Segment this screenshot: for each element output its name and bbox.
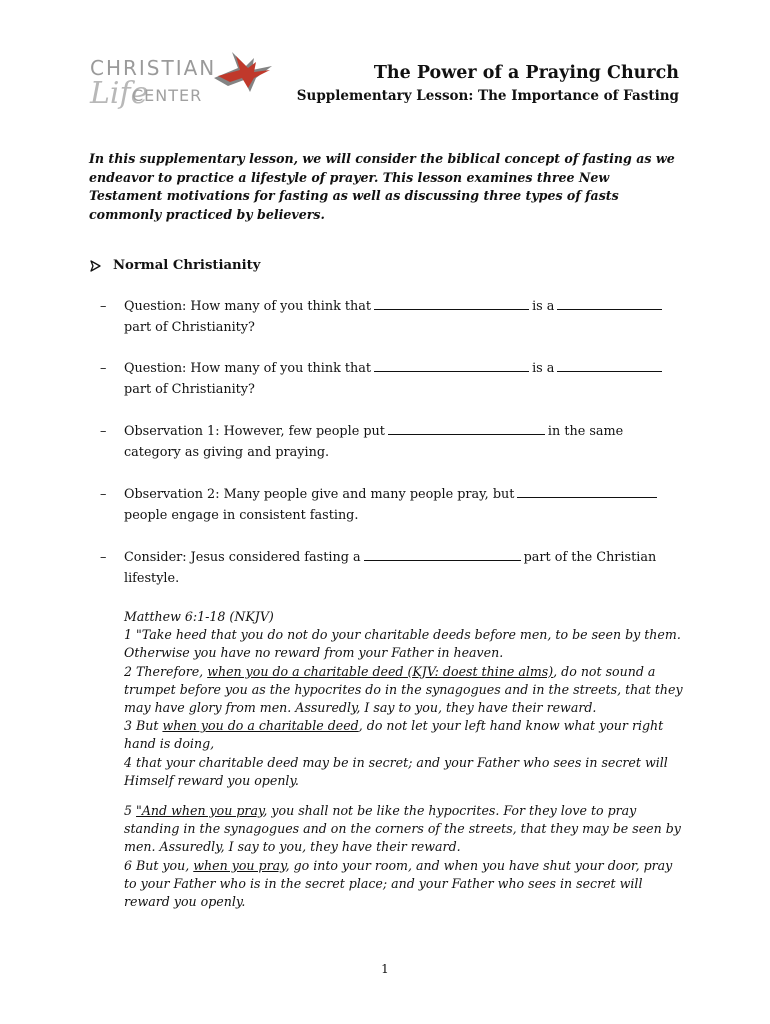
fill-in-blank[interactable]: [557, 296, 662, 310]
verse-text: , go into your room, and when you have shut your door, pray to your Father who is in the secret place; and your Father who sees in secret will reward you openly.: [124, 857, 673, 910]
item-text-after: category as giving and praying.: [124, 445, 330, 460]
page-subtitle: Supplementary Lesson: The Importance of Fasting: [296, 88, 679, 104]
item-text-after: lifestyle.: [124, 571, 180, 586]
logo-word-life: Life: [90, 76, 149, 111]
dash-bullet: –: [100, 550, 107, 565]
scripture-reference: Matthew 6:1-18 (NKJV): [124, 609, 274, 624]
page-number: 1: [381, 962, 389, 976]
item-text-same-line: in the same: [547, 424, 624, 439]
dash-bullet: –: [100, 361, 107, 376]
verse-text: 3 But: [124, 718, 163, 734]
scripture-verse-5: [124, 802, 684, 857]
verse-text: 2 Therefore,: [124, 663, 208, 679]
fill-in-blank[interactable]: [374, 296, 529, 310]
list-item-observation-2: [100, 484, 680, 526]
item-text-after: part of Christianity?: [124, 382, 255, 397]
fill-in-blank[interactable]: [517, 484, 657, 498]
item-text-after: people engage in consistent fasting.: [124, 508, 359, 523]
dash-bullet: –: [100, 424, 107, 439]
item-text-mid: is a: [532, 361, 555, 376]
verse-text: 6 But you,: [124, 857, 194, 873]
item-text-mid: is a: [532, 299, 555, 314]
verse-underlined-text: when you do a charitable deed: [162, 718, 359, 734]
item-text-before: Question: How many of you think that: [124, 361, 372, 376]
item-text-before: Observation 2: Many people give and many people pray, but: [124, 487, 515, 502]
item-text-same-line: part of the Christian: [523, 550, 657, 565]
section-heading-text: Normal Christianity: [113, 258, 261, 273]
fill-in-blank[interactable]: [557, 358, 662, 372]
scripture-block-2: [124, 802, 684, 911]
arrow-right-icon: [89, 260, 101, 272]
scripture-block-1: [124, 608, 684, 790]
logo-word-center: CENTER: [132, 86, 203, 105]
christian-life-center-logo: [88, 48, 278, 120]
scripture-verse-1: 1 "Take heed that you do not do your charitable deeds before men, to be seen by them. Otherwise you have no reward from your Father in heaven.: [124, 627, 681, 661]
scripture-verse-4: 4 that your charitable deed may be in secret; and your Father who sees in secret will Himself reward you openly.: [124, 754, 668, 788]
logo-word-christian: CHRISTIAN: [90, 56, 217, 80]
verse-underlined-text: when you do a charitable deed (KJV: doest thine alms): [207, 663, 554, 679]
verse-underlined-text: when you pray: [193, 857, 286, 873]
item-text-before: Observation 1: However, few people put: [124, 424, 385, 439]
scripture-verse-2: [124, 663, 684, 718]
list-item-question-2: [100, 358, 680, 400]
dove-icon: [210, 48, 276, 100]
fill-in-blank[interactable]: [388, 421, 545, 435]
intro-paragraph: In this supplementary lesson, we will consider the biblical concept of fasting as we endeavor to practice a lifestyle of prayer. This lesson examines three New Testament motivations for fasting as well as discussing three types of fasts commonly practiced by believers.: [89, 151, 675, 222]
page-title: The Power of a Praying Church: [373, 63, 679, 83]
item-text-before: Question: How many of you think that: [124, 299, 372, 314]
verse-text: , do not let your left hand know what your right hand is doing,: [124, 718, 664, 752]
dash-bullet: –: [100, 299, 107, 314]
verse-text: , you shall not be like the hypocrites. For they love to pray standing in the synagogues and on the corners of the streets, that they may be seen by men. Assuredly, I say to you, they have their reward.: [124, 803, 681, 855]
item-text-before: Consider: Jesus considered fasting a: [124, 550, 361, 565]
section-heading: [89, 258, 260, 273]
fill-in-blank[interactable]: [374, 358, 529, 372]
verse-underlined-text: "And when you pray: [136, 803, 264, 818]
verse-text: , do not sound a trumpet before you as the hypocrites do in the synagogues and in the streets, that they may have glory from men. Assuredly, I say to you, they have their reward.: [124, 663, 683, 716]
scripture-verse-6: [124, 857, 684, 912]
list-item-observation-1: [100, 421, 680, 463]
scripture-verse-3: [124, 717, 684, 753]
fill-in-blank[interactable]: [364, 547, 521, 561]
verse-text: 5: [124, 803, 137, 818]
item-text-after: part of Christianity?: [124, 320, 255, 335]
list-item-question-1: [100, 296, 680, 338]
dash-bullet: –: [100, 487, 107, 502]
list-item-consider: [100, 547, 680, 589]
